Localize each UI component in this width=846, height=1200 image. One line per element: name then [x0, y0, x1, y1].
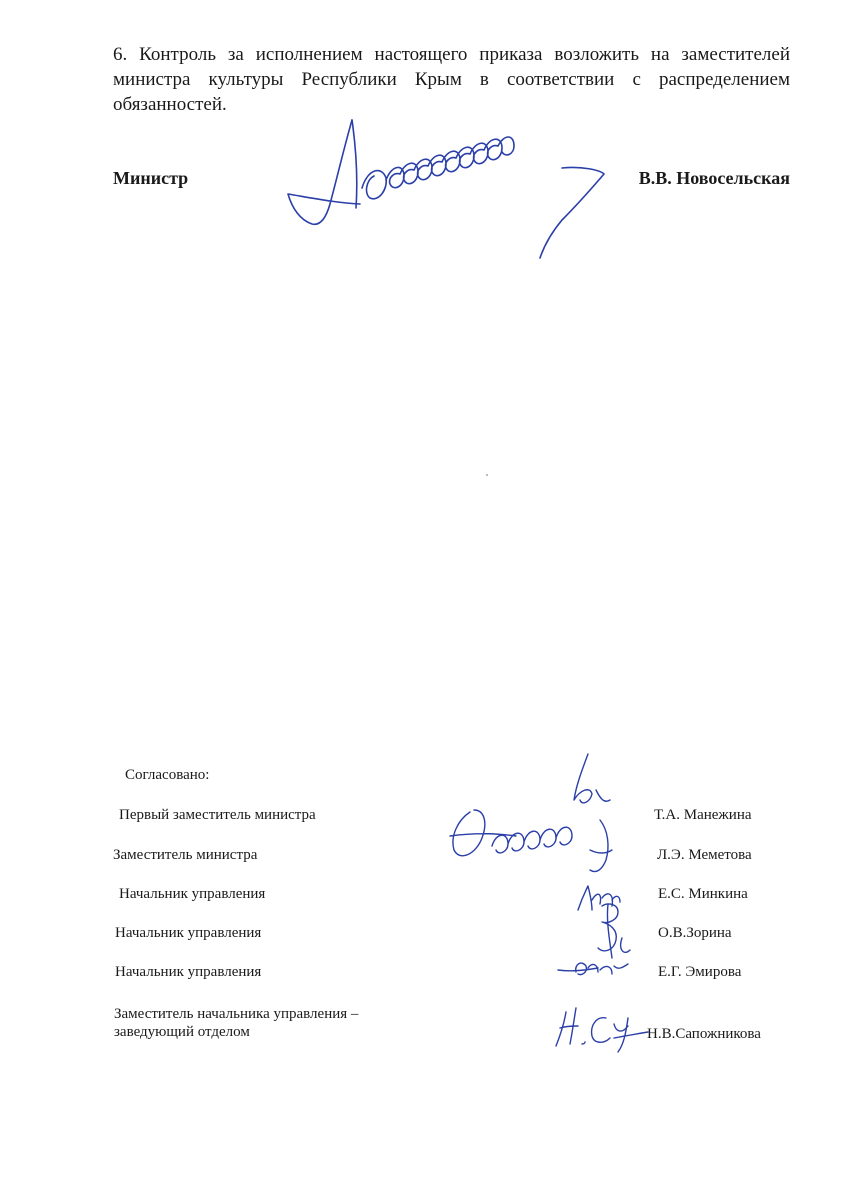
approval-position: Первый заместитель министра — [119, 807, 316, 823]
emirova-signature — [556, 954, 632, 984]
approval-label: Согласовано: — [125, 767, 210, 783]
minkina-signature — [574, 880, 624, 920]
approval-name: Н.В.Сапожникова — [647, 1026, 761, 1042]
scan-artifact — [486, 474, 488, 476]
minister-signature — [282, 108, 612, 268]
approval-signature-group — [440, 750, 630, 880]
control-paragraph: 6. Контроль за исполнением настоящего приказа возложить на заместителей министра культуры Республики Крым в соответствии с распределением обязанностей. — [113, 44, 790, 115]
zorina-signature — [588, 898, 638, 964]
approval-name: Е.С. Минкина — [658, 886, 748, 902]
approval-position-line1: Заместитель начальника управления – — [114, 1006, 359, 1022]
minister-name: В.В. Новосельская — [638, 168, 790, 188]
approval-name: Л.Э. Меметова — [657, 847, 752, 863]
approval-name: Т.А. Манежина — [654, 807, 752, 823]
approval-name: О.В.Зорина — [658, 925, 732, 941]
approval-position: Заместитель министра — [113, 847, 258, 863]
approval-position: Начальник управления — [115, 925, 262, 941]
approval-position: Начальник управления — [115, 964, 262, 980]
approval-position: Начальник управления — [119, 886, 266, 902]
minister-title: Министр — [113, 168, 189, 188]
approval-position-line2: заведующий отделом — [114, 1024, 250, 1040]
sapozhnikova-signature — [552, 1004, 652, 1054]
approval-name: Е.Г. Эмирова — [658, 964, 742, 980]
